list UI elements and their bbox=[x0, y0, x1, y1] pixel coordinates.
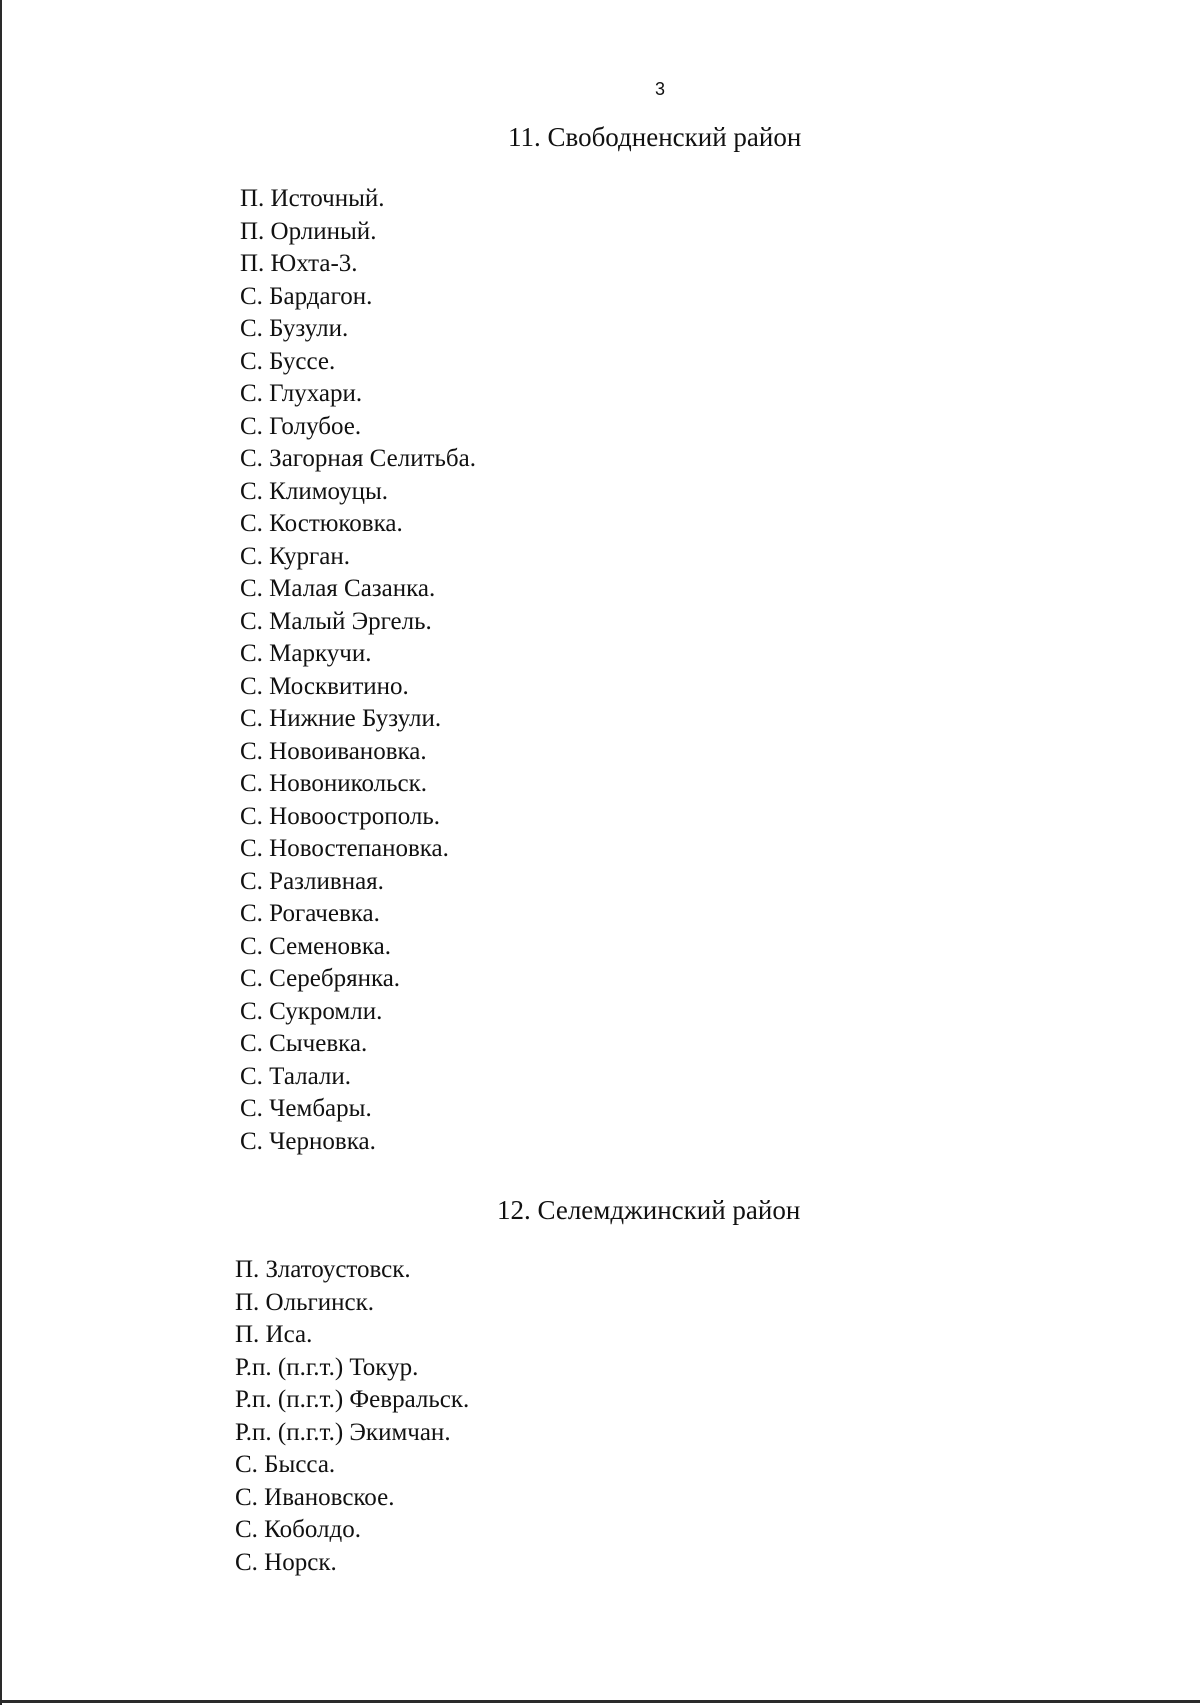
list-item: П. Ольгинск. bbox=[235, 1288, 374, 1316]
settlement-list-svobodnensky bbox=[240, 183, 476, 1158]
list-item: П. Орлиный. bbox=[240, 217, 377, 245]
list-item: С. Костюковка. bbox=[240, 510, 403, 537]
list-item: С. Ивановское. bbox=[235, 1483, 395, 1511]
list-item: С. Климоуцы. bbox=[240, 477, 388, 505]
list-item: С. Разливная. bbox=[240, 867, 384, 895]
list-item: С. Новоострополь. bbox=[240, 802, 440, 830]
list-item: П. Юхта-3. bbox=[240, 250, 358, 277]
section-heading-selemdzhinsky: 12. Селемджинский район bbox=[497, 1195, 801, 1225]
list-item: П. Источный. bbox=[240, 185, 385, 212]
list-item: С. Сукромли. bbox=[240, 997, 383, 1025]
list-item: С. Рогачевка. bbox=[240, 900, 380, 927]
list-item: С. Чембары. bbox=[240, 1095, 372, 1122]
settlement-list-selemdzhinsky bbox=[235, 1254, 469, 1579]
list-item: С. Маркучи. bbox=[240, 640, 372, 667]
list-item: Р.п. (п.г.т.) Февральск. bbox=[235, 1386, 470, 1413]
list-item: С. Сычевка. bbox=[240, 1030, 368, 1057]
list-item: С. Голубое. bbox=[240, 412, 362, 440]
list-item: С. Глухари. bbox=[240, 380, 363, 407]
list-item: С. Нижние Бузули. bbox=[240, 705, 442, 732]
list-item: Р.п. (п.г.т.) Экимчан. bbox=[235, 1418, 451, 1446]
list-item: С. Малый Эргель. bbox=[240, 607, 432, 635]
list-item: С. Серебрянка. bbox=[240, 965, 401, 992]
list-item: П. Иса. bbox=[235, 1321, 313, 1348]
list-item: С. Коболдо. bbox=[235, 1516, 361, 1543]
list-item: С. Талали. bbox=[240, 1062, 352, 1090]
list-item: С. Загорная Селитьба. bbox=[240, 445, 476, 472]
list-item: С. Курган. bbox=[240, 542, 350, 570]
list-item: С. Черновка. bbox=[240, 1127, 376, 1155]
scan-border-left bbox=[0, 0, 2, 1705]
list-item: С. Буссе. bbox=[240, 347, 336, 375]
scan-border-bottom bbox=[0, 1700, 1200, 1703]
list-item: С. Норск. bbox=[235, 1548, 337, 1576]
list-item: Р.п. (п.г.т.) Токур. bbox=[235, 1353, 419, 1381]
list-item: С. Бысса. bbox=[235, 1451, 336, 1478]
page-number: 3 bbox=[654, 79, 665, 99]
list-item: С. Новостепановка. bbox=[240, 835, 449, 862]
list-item: С. Малая Сазанка. bbox=[240, 575, 436, 602]
list-item: С. Бузули. bbox=[240, 315, 349, 342]
list-item: С. Новоникольск. bbox=[240, 770, 428, 797]
list-item: С. Семеновка. bbox=[240, 932, 391, 960]
list-item: С. Новоивановка. bbox=[240, 737, 427, 765]
list-item: С. Москвитино. bbox=[240, 672, 409, 700]
section-heading-svobodnensky: 11. Свободненский район bbox=[508, 122, 802, 152]
list-item: С. Бардагон. bbox=[240, 282, 373, 310]
list-item: П. Златоустовск. bbox=[235, 1256, 411, 1283]
